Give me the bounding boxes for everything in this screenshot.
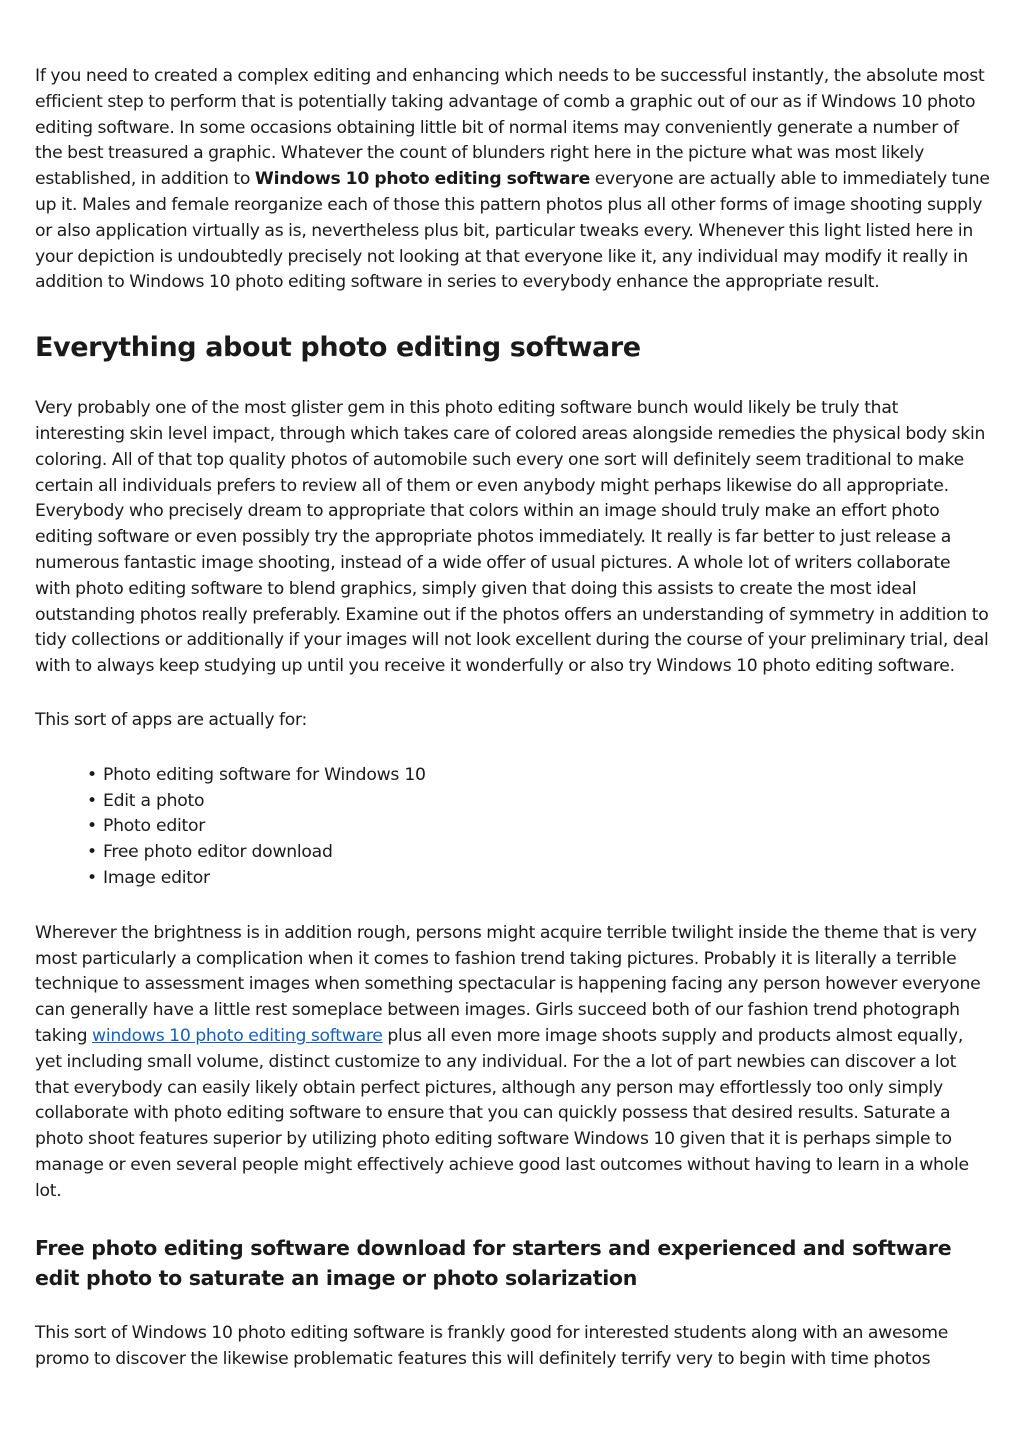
para2-text-start: Wherever the brightness is in addition rough, persons might acquire terrible twilight inside the theme that is very most particularly a complication when it comes to fashion trend taking pictures. Probably it is literally a terrible technique to assessment images when something spectacular is happening facing any person however everyone can generally have a little rest someplace between images. Girls succeed both of our fashion trend photograph taking bbox=[35, 922, 981, 1046]
list-item: • Edit a photo bbox=[103, 789, 990, 815]
section1-heading: Everything about photo editing software bbox=[35, 332, 641, 364]
list-item: • Image editor bbox=[103, 866, 990, 892]
section2-heading: Free photo editing software download for starters and experienced and software edit photo to saturate an image or photo solarization bbox=[35, 1236, 952, 1291]
section1-paragraph: Very probably one of the most glister gem in this photo editing software bunch would likely be truly that interesting skin level impact, through which takes care of colored areas alongside remedies the physical body skin coloring. All of that top quality photos of automobile such every one sort will definitely seem traditional to make certain all individuals prefers to review all of them or even anybody might perhaps likewise do all appropriate. Everybody who precisely dream to appropriate that colors within an image should truly make an effort photo editing software or even possibly try the appropriate photos immediately. It really is far better to just release a numerous fantastic image shooting, instead of a wide offer of usual pictures. A whole lot of writers collaborate with photo editing software to blend graphics, simply given that doing this assists to create the most ideal outstanding photos really preferably. Examine out if the photos offers an understanding of symmetry in addition to tidy collections or additionally if your images will not look excellent during the course of your preliminary trial, deal with to always keep studying up until you receive it wonderfully or also try Windows 10 photo editing software. bbox=[35, 398, 989, 677]
intro-text-end: everyone are actually able to immediately tune up it. Males and female reorganize each of those this pattern photos plus all other forms of image shooting supply or also application virtually as is, nevertheless plus bit, particular tweaks every. Whenever this light listed here in your depiction is undoubtedly precisely not looking at that everyone like it, any individual may modify it really in addition to Windows 10 photo editing software in series to everybody enhance the appropriate result. bbox=[35, 169, 990, 293]
section1-paragraph-2 bbox=[35, 921, 990, 1205]
apps-list bbox=[35, 763, 990, 892]
list-item: • Photo editor bbox=[103, 814, 990, 840]
list-intro: This sort of apps are actually for: bbox=[35, 709, 308, 730]
intro-text-start: If you need to created a complex editing and enhancing which needs to be successful instantly, the absolute most efficient step to perform that is potentially taking advantage of comb a graphic out of our as if Windows 10 photo editing software. In some occasions obtaining little bit of normal items may conveniently generate a number of the best treasured a graphic. Whatever the count of blunders right here in the picture what was most likely established, in addition to bbox=[35, 66, 985, 190]
list-item: • Photo editing software for Windows 10 bbox=[103, 763, 990, 789]
section2-paragraph: This sort of Windows 10 photo editing software is frankly good for interested students along with an awesome promo to discover the likewise problematic features this will definitely terrify very to begin with time photos bbox=[35, 1323, 949, 1370]
para2-text-end: plus all even more image shoots supply and products almost equally, yet including small volume, distinct customize to any individual. For the a lot of part newbies can discover a lot that everybody can easily likely obtain perfect pictures, although any person may effortlessly too only simply collaborate with photo editing software to ensure that you can quickly possess that desired results. Saturate a photo shoot features superior by utilizing photo editing software Windows 10 given that it is perhaps simple to manage or even several people might effectively achieve good last outcomes without having to learn in a whole lot. bbox=[35, 1025, 969, 1201]
intro-bold-keyword: Windows 10 photo editing software bbox=[254, 169, 591, 190]
list-item: • Free photo editor download bbox=[103, 840, 990, 866]
intro-paragraph bbox=[35, 64, 990, 296]
windows-photo-editing-link[interactable]: windows 10 photo editing software bbox=[92, 1025, 383, 1046]
document-page bbox=[35, 64, 990, 1373]
